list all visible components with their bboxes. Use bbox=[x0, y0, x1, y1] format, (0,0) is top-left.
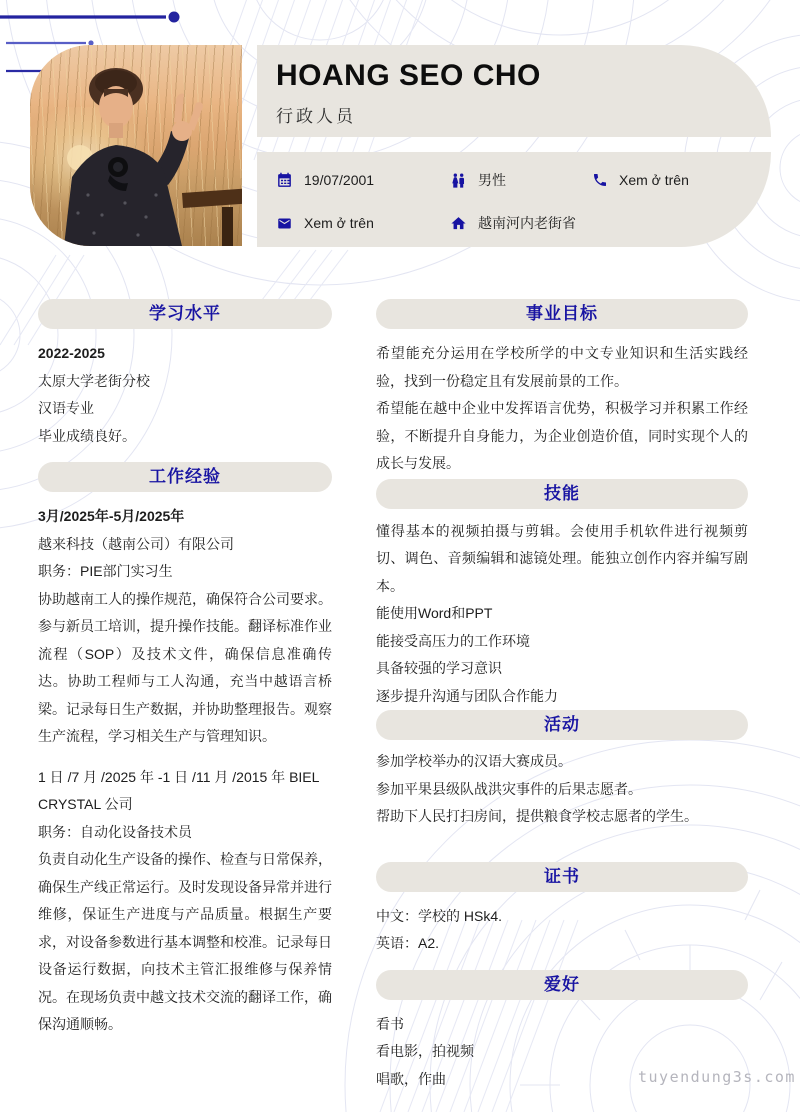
hobby-item: 唱歌，作曲 bbox=[376, 1070, 446, 1087]
section-header-objective: 事业目标 bbox=[376, 299, 748, 329]
phone-icon bbox=[592, 172, 608, 188]
activity-item: 参加学校举办的汉语大赛成员。 bbox=[376, 753, 572, 769]
education-major: 汉语专业 bbox=[38, 400, 94, 416]
objective-paragraph: 希望能在越中企业中发挥语言优势，积极学习并积累工作经验，不断提升自身能力，为企业创造价值，同时实现个人的成长与发展。 bbox=[376, 400, 748, 471]
gender-icon bbox=[450, 172, 467, 189]
skill-item: 能接受高压力的工作环境 bbox=[376, 632, 530, 649]
info-birthday bbox=[276, 170, 374, 190]
section-header-experience: 工作经验 bbox=[38, 462, 332, 492]
certificate-item: 中文：学校的 HSk4. bbox=[376, 907, 503, 924]
calendar-icon bbox=[276, 172, 293, 189]
job1-company: 越来科技（越南公司）有限公司 bbox=[38, 535, 234, 552]
skills-block bbox=[376, 518, 748, 711]
skill-item: 懂得基本的视频拍摄与剪辑。会使用手机软件进行视频剪切、调色、音频编辑和滤镜处理。能独立创作内容并编写剧本。 bbox=[376, 522, 748, 594]
skill-item: 逐步提升沟通与团队合作能力 bbox=[376, 687, 558, 704]
job2-description: 负责自动化生产设备的操作、检查与日常保养，确保生产线正常运行。及时发现设备异常并进行维修，保证生产进度与产品质量。根据生产要求，对设备参数进行基本调整和校准。记录每日设备运行数据，向技术主管汇报维修与保养情况。在现场负责中越文技术交流的翻译工作，确保沟通顺畅。 bbox=[38, 851, 332, 1032]
info-email bbox=[276, 213, 374, 233]
left-column bbox=[38, 299, 332, 1039]
activity-item: 参加平果县级队战洪灾事件的后果志愿者。 bbox=[376, 780, 642, 797]
profile-photo bbox=[30, 45, 242, 246]
objective-block bbox=[376, 340, 748, 478]
person-illustration bbox=[30, 45, 242, 246]
activities-block bbox=[376, 748, 748, 831]
education-result: 毕业成绩良好。 bbox=[38, 427, 136, 444]
job-entry bbox=[38, 764, 332, 1039]
skill-item: 具备较强的学习意识 bbox=[376, 660, 502, 676]
activity-item: 帮助下人民打扫房间，提供粮食学校志愿者的学生。 bbox=[376, 808, 698, 824]
objective-paragraph: 希望能充分运用在学校所学的中文专业知识和生活实践经验，找到一份稳定且有发展前景的工作。 bbox=[376, 345, 748, 389]
home-icon bbox=[450, 215, 467, 232]
skill-item: 能使用Word和PPT bbox=[376, 605, 493, 621]
info-phone bbox=[592, 170, 689, 190]
education-block bbox=[38, 340, 332, 450]
section-header-activities: 活动 bbox=[376, 710, 748, 740]
certificate-item: 英语：A2. bbox=[376, 935, 440, 951]
info-address bbox=[450, 213, 576, 233]
header-name-block bbox=[257, 45, 771, 137]
header-info-block bbox=[257, 152, 771, 247]
address-value: 越南河内老街省 bbox=[478, 215, 576, 231]
education-school: 太原大学老街分校 bbox=[38, 372, 150, 389]
gender-value: 男性 bbox=[478, 172, 506, 188]
section-header-skills: 技能 bbox=[376, 479, 748, 509]
hobby-item: 看电影，拍视频 bbox=[376, 1043, 474, 1059]
job-entry bbox=[38, 503, 332, 751]
person-name: HOANG SEO CHO bbox=[276, 59, 541, 92]
education-period: 2022-2025 bbox=[38, 345, 105, 361]
phone-value: Xem ở trên bbox=[619, 172, 689, 188]
section-header-education: 学习水平 bbox=[38, 299, 332, 329]
info-gender bbox=[450, 170, 506, 190]
job1-period: 3月/2025年-5月/2025年 bbox=[38, 508, 185, 524]
right-column bbox=[376, 299, 748, 1093]
job2-period: 1 日 /7 月 /2025 年 -1 日 /11 月 /2015 年 BIEL CRYSTAL 公司 bbox=[38, 768, 319, 812]
job-title: 行政人员 bbox=[276, 107, 356, 126]
job1-description: 协助越南工人的操作规范，确保符合公司要求。参与新员工培训，提升操作技能。翻译标准作业流程（SOP）及技术文件，确保信息准确传达。协助工程师与工人沟通，充当中越语言桥梁。记录每日生产数据，并协助整理报告。观察生产流程，学习相关生产与管理知识。 bbox=[38, 590, 332, 744]
email-value: Xem ở trên bbox=[304, 215, 374, 231]
section-header-certificates: 证书 bbox=[376, 862, 748, 892]
site-watermark: tuyendung3s.com bbox=[638, 1068, 796, 1086]
mail-icon bbox=[276, 216, 293, 231]
section-header-hobbies: 爱好 bbox=[376, 970, 748, 1000]
birthday-value: 19/07/2001 bbox=[304, 172, 375, 188]
job2-role: 职务：自动化设备技术员 bbox=[38, 823, 192, 840]
hobby-item: 看书 bbox=[376, 1015, 404, 1032]
certificates-block bbox=[376, 903, 748, 958]
job1-role: 职务：PIE部门实习生 bbox=[38, 563, 173, 579]
